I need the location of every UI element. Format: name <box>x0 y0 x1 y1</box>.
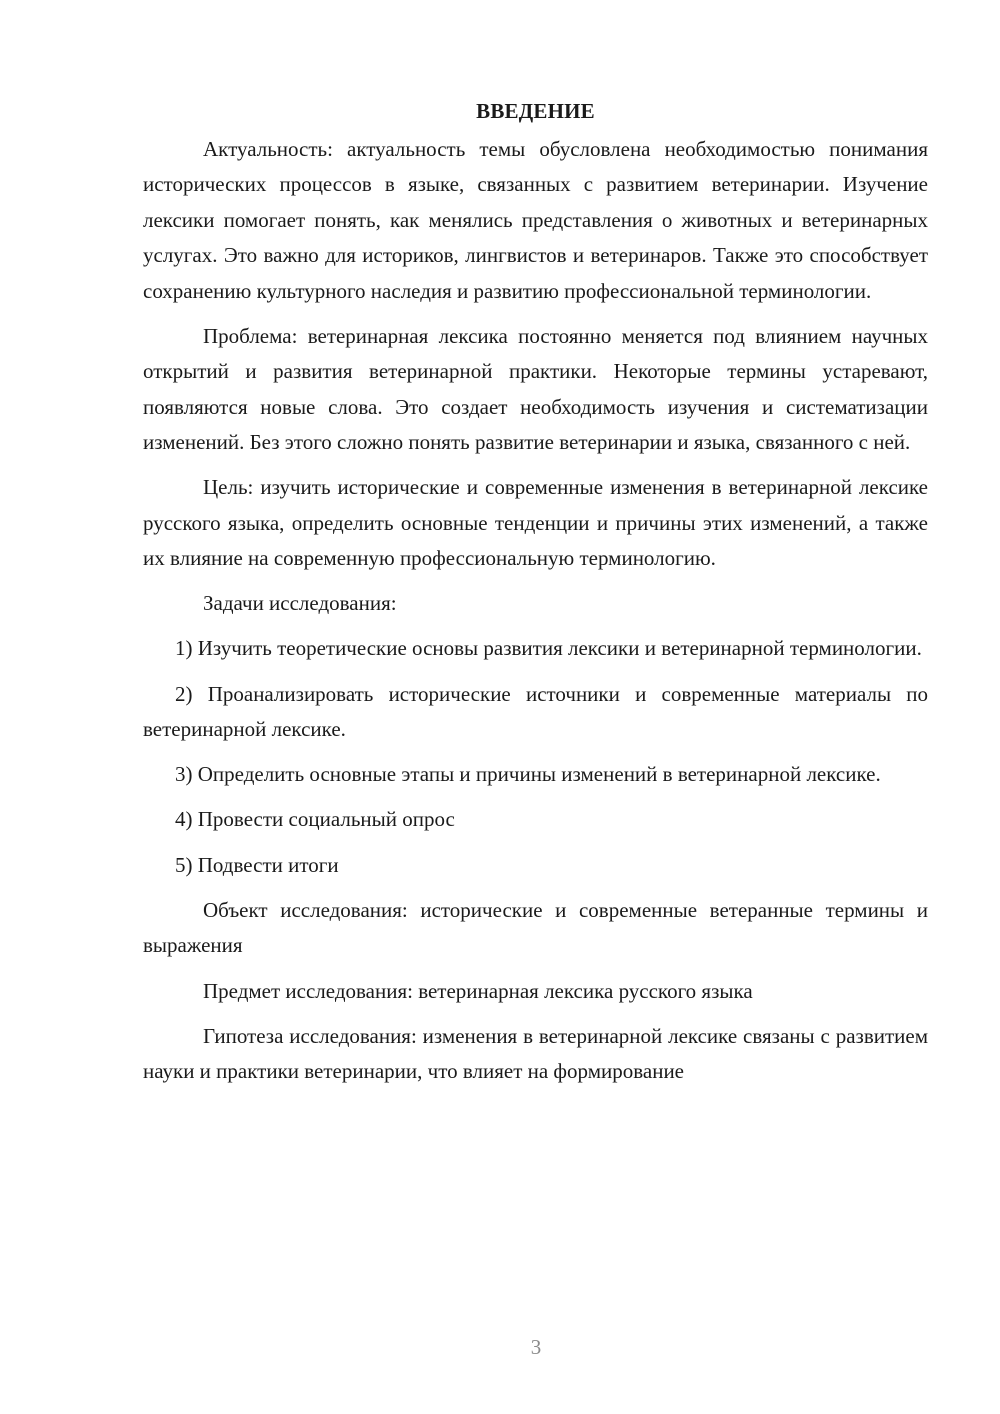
task-item-2: 2) Проанализировать исторические источники и современные материалы по ветеринарной лексике. <box>143 681 928 742</box>
page-number: 3 <box>530 1335 542 1359</box>
paragraph-problem: Проблема: ветеринарная лексика постоянно меняется под влиянием научных открытий и развития ветеринарной практики. Некоторые термины устаревают, появляются новые слова. Это создает необходимость изучения и систематизации изменений. Без этого сложно понять развитие ветеринарии и языка, связанного с ней. <box>143 323 928 455</box>
task-item-1: 1) Изучить теоретические основы развития лексики и ветеринарной терминологии. <box>175 636 922 661</box>
paragraph-object: Объект исследования: исторические и современные ветеранные термины и выражения <box>143 897 928 958</box>
page-title: ВВЕДЕНИЕ <box>476 99 595 123</box>
document-page <box>143 96 928 1099</box>
paragraph-relevance: Актуальность: актуальность темы обусловлена необходимостью понимания исторических процессов в языке, связанных с развитием ветеринарии. Изучение лексики помогает понять, как менялись представления о животных и ветеринарных услугах. Это важно для историков, лингвистов и ветеринаров. Также это способствует сохранению культурного наследия и развитию профессиональной терминологии. <box>143 137 928 303</box>
task-item-5: 5) Подвести итоги <box>175 852 339 877</box>
paragraph-hypothesis: Гипотеза исследования: изменения в ветеринарной лексике связаны с развитием науки и практики ветеринарии, что влияет на формирование <box>143 1023 928 1084</box>
paragraph-goal: Цель: изучить исторические и современные изменения в ветеринарной лексике русского языка, определить основные тенденции и причины этих изменений, а также их влияние на современную профессиональную терминологию. <box>143 475 928 571</box>
task-item-3: 3) Определить основные этапы и причины изменений в ветеринарной лексике. <box>175 762 881 787</box>
paragraph-subject: Предмет исследования: ветеринарная лексика русского языка <box>203 978 753 1003</box>
paragraph-tasks-heading: Задачи исследования: <box>203 591 397 616</box>
task-item-4: 4) Провести социальный опрос <box>175 807 455 832</box>
